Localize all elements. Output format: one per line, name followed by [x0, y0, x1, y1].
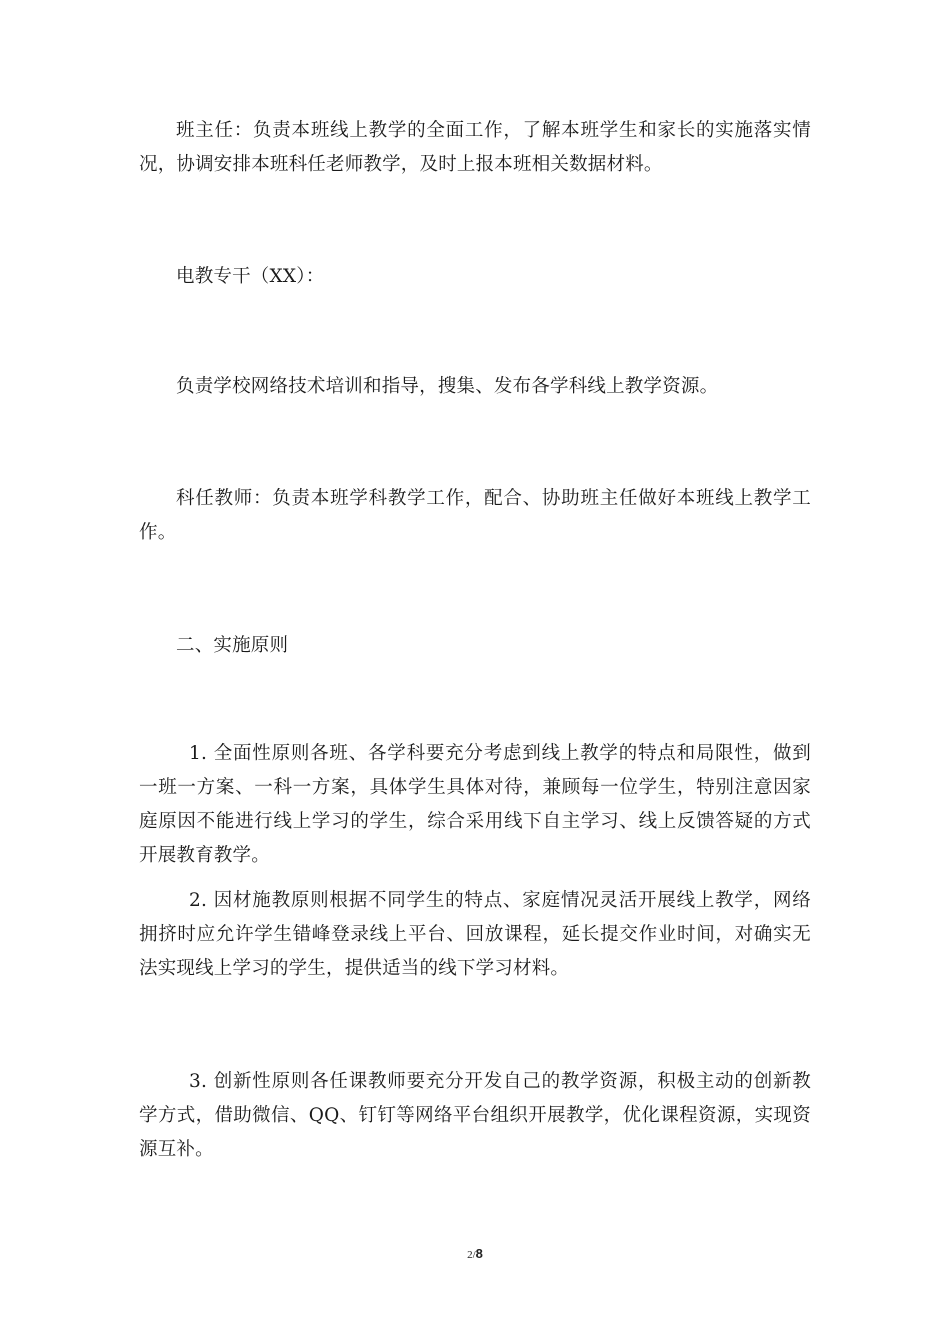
paragraph-av-staff-heading: 电教专干（XX）：	[176, 266, 325, 287]
paragraph-principle-1: 1. 全面性原则各班、各学科要充分考虑到线上教学的特点和局限性，做到一班一方案、一科一方案，具体学生具体对待，兼顾每一位学生，特别注意因家庭原因不能进行线上学习的学生，综合采用线下自主学习、线上反馈答疑的方式开展教育教学。	[139, 743, 811, 866]
paragraph-subject-teacher: 科任教师：负责本班学科教学工作，配合、协助班主任做好本班线上教学工作。	[139, 488, 811, 543]
page-separator: /	[472, 1249, 476, 1261]
page-number	[0, 1246, 950, 1261]
page-total: 8	[475, 1246, 483, 1261]
paragraph-av-staff-duty: 负责学校网络技术培训和指导，搜集、发布各学科线上教学资源。	[176, 376, 719, 397]
paragraph-head-teacher: 班主任：负责本班线上教学的全面工作，了解本班学生和家长的实施落实情况，协调安排本班科任老师教学，及时上报本班相关数据材料。	[139, 120, 811, 175]
paragraph-principle-3: 3. 创新性原则各任课教师要充分开发自己的教学资源，积极主动的创新教学方式，借助微信、QQ、钉钉等网络平台组织开展教学，优化课程资源，实现资源互补。	[139, 1071, 811, 1160]
paragraph-principle-2: 2. 因材施教原则根据不同学生的特点、家庭情况灵活开展线上教学，网络拥挤时应允许学生错峰登录线上平台、回放课程，延长提交作业时间，对确实无法实现线上学习的学生，提供适当的线下学习材料。	[139, 890, 811, 979]
page-current: 2	[467, 1249, 473, 1261]
section-heading-principles: 二、实施原则	[176, 635, 289, 656]
